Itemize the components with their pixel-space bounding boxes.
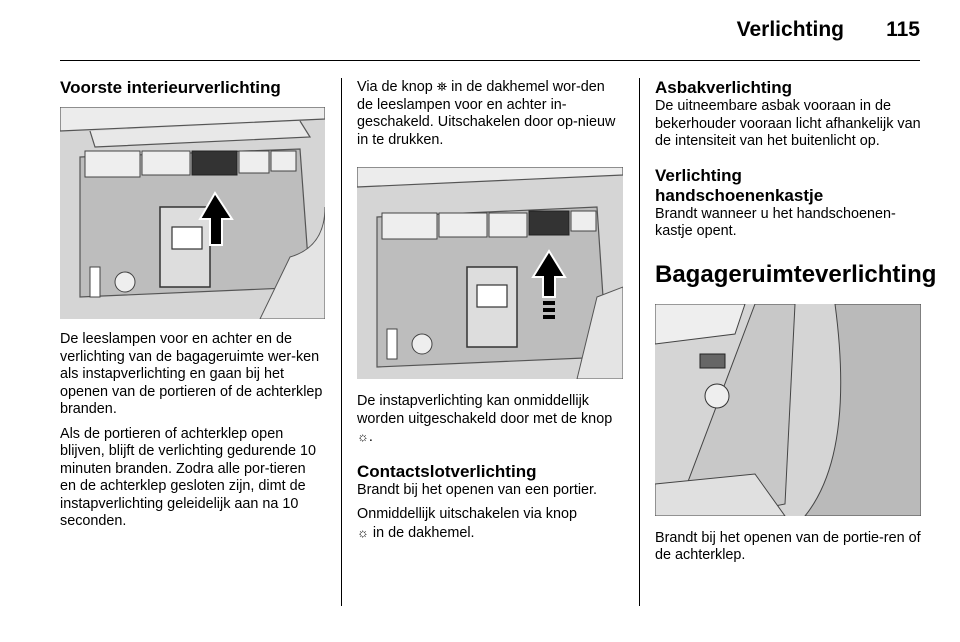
paragraph: Brandt wanneer u het handschoenen-kastje opent. bbox=[655, 205, 896, 239]
paragraph: Als de portieren of achterklep open blijven, blijft de verlichting gedurende 10 minuten branden. Zodra alle por-tieren en de achterklep gesloten zijn, dimt de instapverlichting geleidelijk aan na 10 seconden. bbox=[60, 425, 316, 529]
front-interior-light-figure bbox=[60, 107, 325, 319]
page-number: 115 bbox=[886, 18, 920, 41]
paragraph: De leeslampen voor en achter en de verlichting van de bagageruimte wer-ken als instapverlichting en gaan bij het openen van de portieren of de achterklep branden. bbox=[60, 331, 323, 417]
entry-light-figure bbox=[357, 167, 623, 379]
column-1 bbox=[60, 78, 325, 531]
section-heading: Contactslotverlichting bbox=[357, 461, 537, 481]
column-divider bbox=[341, 78, 342, 606]
paragraph: De instapverlichting kan onmiddellijk worden uitgeschakeld door met de knop ☼. bbox=[357, 393, 613, 445]
section-heading: handschoenenkastje bbox=[655, 185, 824, 205]
chapter-title: Verlichting bbox=[736, 18, 844, 41]
paragraph: Via de knop ⛯ in de dakhemel wor-den de leeslampen voor en achter in-geschakeld. Uitschakelen door op-nieuw in te drukken. bbox=[357, 79, 616, 148]
paragraph: Brandt bij het openen van een portier. bbox=[357, 481, 598, 498]
header-rule bbox=[60, 60, 920, 61]
section-title: Bagageruimteverlichting bbox=[655, 260, 937, 288]
paragraph: De uitneembare asbak vooraan in de bekerhouder vooraan licht afhankelijk van de intensiteit van het buitenlicht op. bbox=[655, 98, 921, 149]
reading-lamp-icon: ⛯ bbox=[436, 79, 448, 94]
page-header bbox=[60, 18, 920, 58]
column-2 bbox=[357, 78, 623, 542]
luggage-compartment-light-figure bbox=[655, 304, 921, 516]
section-heading: Verlichting bbox=[655, 165, 742, 185]
section-heading: Asbakverlichting bbox=[655, 78, 792, 97]
paragraph: Onmiddellijk uitschakelen via knop ☼ in de dakhemel. bbox=[357, 506, 577, 541]
paragraph: Brandt bij het openen van de portie-ren of de achterklep. bbox=[655, 529, 921, 563]
column-divider bbox=[639, 78, 640, 606]
entry-light-icon: ☼ bbox=[357, 524, 369, 540]
entry-light-icon: ☼ bbox=[357, 429, 369, 444]
column-3 bbox=[655, 78, 937, 565]
section-heading: Voorste interieurverlichting bbox=[60, 78, 281, 97]
